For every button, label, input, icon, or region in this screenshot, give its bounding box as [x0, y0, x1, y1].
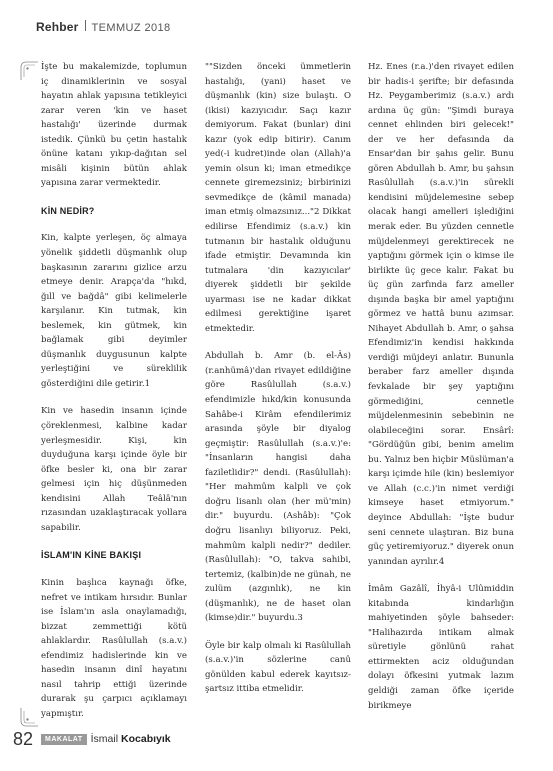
page-number: 82: [13, 728, 34, 749]
paragraph: Kin, kalpte yerleşen, öç almaya yönelik şiddetli düşmanlık olup başkasının zararını gizlice arzu etmeye denir. Arapça'da "hıkd, ğıll ve bağdâ" gibi kelimelerle karşılanır. Kin tutmak, kin beslemek, kin gütmek, kin bağlamak gibi deyimler düşmanlık duygusunun kalpte yerleştiğini ve süreklilik gösterdiğini dile getirir.1: [41, 233, 187, 389]
paragraph: Abdullah b. Amr (b. el-Âs) (r.anhümâ)'dan rivayet edildiğine göre Rasûlullah (s.a.v.) efendimizle hıkd/kin konusunda Sahâbe-i Kirâm efendilerimiz arasında şöyle bir diyalog geçmiştir: Rasûlullah (s.a.v.)'e: "İnsanların hangisi daha faziletlidir?" dendi. (Rasûlullah): "Her mahmûm kalpli ve çok doğru lisanlı olan (her mü'min) dir." buyurdu. (Ashâb): "Çok doğru lisanlıyı biliyoruz. Peki, mahmûm kalpli nedir?" dediler. (Rasûlullah): "O, takva sahibi, tertemiz, (kalbin)de ne günah, ne zulüm (azgınlık), ne kin (düşmanlık), ne de haset olan (kimse)dir." buyurdu.3: [205, 351, 351, 624]
text-column-3: [368, 60, 514, 726]
paragraph: ""Sizden önceki ümmetlerin hastalığı, (yani) haset ve düşmanlık (kin) size bulaştı. O (ikisi) kazıyıcıdır. Saçı kazır demiyorum. Fakat (bunlar) dini kazır (yok edip bitirir). Canım yed(-i kudret)inde olan (Allah)'a yemin olsun ki; iman etmedikçe cennete giremezsiniz; birbirinizi sevmedikçe de (kâmil manada) iman etmiş olmazsınız..."2 Dikkat edilirse Efendimiz (s.a.v.) kin tutmanın bir hastalık olduğunu ifade etmiştir. Devamında kin tutmalara 'din kazıyıcılar' diyerek şiddetli bir şekilde uyarması ise ne kadar dikkat edilmesi gerektiğine işaret etmektedir.: [205, 62, 351, 334]
paragraph: Hz. Enes (r.a.)'den rivayet edilen bir hadis-i şerifte; bir defasında Hz. Peygamberimiz (s.a.v.) ardı ardına üç gün: "Şimdi buraya cennet ehlinden biri gelecek!" der ve her defasında da Ensar'dan bir şahıs gelir. Bunu gören Abdullah b. Amr, bu şahsın Rasûlullah (s.a.v.)'in sürekli kendisini müjdelemesine sebep olacak hangi amelleri işlediğini merak eder. Bu yüzden cennetle müjdelenmeyi gerektirecek ne yaptığını görmek için o kimse ile birlikte üç gece kalır. Fakat bu üç gün zarfında farz ameller dışında başka bir amel yaptığını görmez ve hattâ bunu azımsar. Nihayet Abdullah b. Amr, o şahsa Efendimiz'in kendisi hakkında verdiği müjdeyi anlatır. Bununla beraber farz ameller dışında fevkalade bir şey yaptığını görmediğini, cennetle müjdelenmesinin sebebinin ne olabileceğini sorar. Ensârî: "Gördüğün gibi, benim amelim bu. Yalnız ben hiçbir Müslüman'a karşı içimde hile (kin) beslemiyor ve Allah (c.c.)'in nimet verdiği kimseye haset etmiyorum." deyince Abdullah: "İşte budur seni cennete ulaştıran. Biz buna güç yetiremiyoruz." diyerek onun yanından ayrılır.4: [368, 62, 514, 567]
page-footer: [13, 724, 171, 754]
section-badge: MAKALAT: [41, 734, 87, 745]
magazine-brand: Rehber: [36, 20, 79, 34]
running-header: [36, 20, 171, 36]
author-first-name: İsmail: [90, 733, 119, 745]
section-heading: KİN NEDİR?: [41, 205, 95, 216]
corner-ornament-top-icon: [18, 60, 40, 82]
paragraph: Kin ve hasedin insanın içinde çöreklenmesi, kalbine kadar yerleşmesidir. Kişi, kin duyduğuna karşı içinde öyle bir öfke besler ki, ona bir zarar gelmesi için hiç düşünmeden kendisini Allah Teâlâ'nın rızasından uzaklaştıracak yollara sapabilir.: [41, 406, 187, 533]
text-column-1: [41, 60, 187, 734]
text-column-2: [205, 60, 351, 710]
section-heading: İSLAM'IN KİNE BAKIŞI: [41, 550, 142, 561]
paragraph: İmâm Gazâlî, İhyâ-i Ulûmiddin kitabında kindarlığın mahiyetinden şöyle bahseder: "Halihazırda intikam almak süretiyle gönlünü rahat ettirmekten aciz olduğundan dolayı öfkesini yutmak lazım geldiği zaman öfke içeride birikmeye: [368, 584, 514, 711]
author-last-name: Kocabıyık: [121, 733, 171, 745]
paragraph: İşte bu makalemizde, toplumun iç dinamiklerinin ve sosyal hayatın ahlak yapısına tetikleyici zarar veren 'kin ve haset hastalığı' üzerinde durmak istedik. Çünkü bu çetin hastalık önüne katanı yıkıp-dağıtan sel misâli kişinin bütün ahlak yapısına zarar vermektedir.: [41, 62, 187, 189]
paragraph: Kinin başlıca kaynağı öfke, nefret ve intikam hırsıdır. Bunlar ise İslam'ın asla onaylamadığı, bizzat zemmettiği kötü ahlaklardır. Rasûlullah (s.a.v.) efendimiz hadislerinde kin ve hasedin insanın dinî hayatını nasıl tahrip ettiği üzerinde durarak şu çarpıcı açıklamayı yapmıştır.: [41, 577, 187, 719]
paragraph: Öyle bir kalp olmalı ki Rasûlullah (s.a.v.)'in sözlerine canû gönülden kabul ederek kayıtsız-şartsız ittiba etmelidir.: [205, 640, 351, 695]
header-divider: [85, 20, 86, 31]
issue-date: TEMMUZ 2018: [91, 22, 171, 34]
